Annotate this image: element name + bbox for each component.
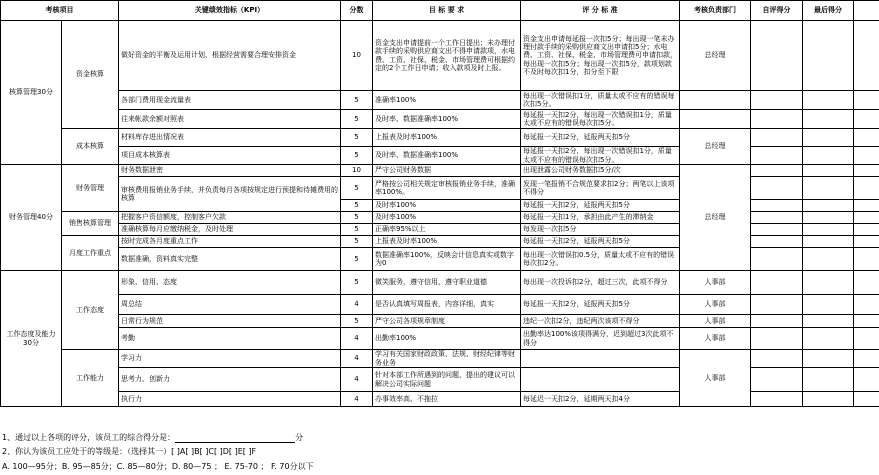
table-row bbox=[1, 21, 879, 91]
target-cell: 及时率、数据准确率100% bbox=[373, 110, 521, 129]
target-cell: 及时率100% bbox=[373, 200, 521, 212]
dept-cell bbox=[680, 110, 751, 129]
self-score-cell[interactable] bbox=[751, 271, 803, 295]
kpi-cell: 各部门费用现金流量表 bbox=[119, 91, 341, 110]
table-row bbox=[1, 110, 879, 129]
dept-cell: 总经理 bbox=[680, 21, 751, 91]
kpi-cell: 准确核算每月应缴纳税金，及时处理 bbox=[119, 224, 341, 236]
score-cell: 5 bbox=[341, 200, 373, 212]
extra-cell bbox=[854, 129, 879, 147]
self-score-cell[interactable] bbox=[751, 236, 803, 248]
kpi-cell: 数据准确，资料真实完整 bbox=[119, 248, 341, 271]
self-score-cell[interactable] bbox=[751, 147, 803, 165]
standard-cell: 违纪一次扣2分，违纪两次该项不得分 bbox=[521, 315, 680, 328]
final-score-cell[interactable] bbox=[803, 110, 854, 129]
self-score-cell[interactable] bbox=[751, 368, 803, 392]
score-cell: 5 bbox=[341, 224, 373, 236]
self-score-cell[interactable] bbox=[751, 350, 803, 368]
target-cell: 上报表及时率100% bbox=[373, 129, 521, 147]
self-score-cell[interactable] bbox=[751, 110, 803, 129]
final-score-cell[interactable] bbox=[803, 271, 854, 295]
standard-cell: 每延报一天扣2分，延报两天扣5分 bbox=[521, 236, 680, 248]
header-item: 考核项目 bbox=[1, 1, 119, 21]
dept-cell: 人事部 bbox=[680, 295, 751, 315]
score-cell: 5 bbox=[341, 248, 373, 271]
standard-cell: 每出现一次错误扣1分，质量太或不应有的错误每次扣5分。 bbox=[521, 91, 680, 110]
kpi-cell: 思考力、创新力 bbox=[119, 368, 341, 392]
score-cell: 4 bbox=[341, 328, 373, 350]
section-label: 核算管理30分 bbox=[1, 21, 62, 165]
score-cell: 5 bbox=[341, 271, 373, 295]
self-score-cell[interactable] bbox=[751, 21, 803, 91]
kpi-cell: 做好资金的平衡及运用计划，根据经营需要合理安排资金 bbox=[119, 21, 341, 91]
grade-legend-line: A. 100—95分；B. 95—85分；C. 85—80分；D. 80—75 ； E. 75-70 ； F. 70分以下 bbox=[2, 462, 314, 471]
score-cell: 4 bbox=[341, 368, 373, 392]
kpi-cell: 考勤 bbox=[119, 328, 341, 350]
total-score-suffix: 分 bbox=[295, 433, 304, 442]
kpi-cell: 审核费用报销业务手续，并负责每月各项按规定进行预提和待摊费用的核算 bbox=[119, 177, 341, 212]
self-score-cell[interactable] bbox=[751, 248, 803, 271]
section-label: 财务管理40分 bbox=[1, 165, 62, 271]
kpi-cell: 往来帐款余额对照表 bbox=[119, 110, 341, 129]
final-score-cell[interactable] bbox=[803, 236, 854, 248]
target-cell: 数据准确率100%，反映会计信息真实或数字为0 bbox=[373, 248, 521, 271]
extra-cell bbox=[854, 110, 879, 129]
target-cell: 是否认真填写周报表，内容详细，真实 bbox=[373, 295, 521, 315]
self-score-cell[interactable] bbox=[751, 392, 803, 407]
final-score-cell[interactable] bbox=[803, 165, 854, 177]
dept-cell bbox=[680, 91, 751, 110]
final-score-cell[interactable] bbox=[803, 91, 854, 110]
dept-cell: 人事部 bbox=[680, 350, 751, 407]
standard-cell: 每延报一天扣2分，每出现一次错误扣1分，质量太或不应有的错误每次扣5分。 bbox=[521, 147, 680, 165]
total-score-blank[interactable] bbox=[175, 434, 295, 443]
target-cell: 学习有关国家财政政策、法规、财经纪律等财务业务 bbox=[373, 350, 521, 368]
extra-cell bbox=[854, 147, 879, 165]
extra-cell bbox=[854, 368, 879, 392]
header-self: 自评得分 bbox=[751, 1, 803, 21]
target-cell: 针对本部工作所遇到的问题，提出的建议可以解决公司实际问题 bbox=[373, 368, 521, 392]
header-final: 最后得分 bbox=[803, 1, 854, 21]
self-score-cell[interactable] bbox=[751, 315, 803, 328]
target-cell: 正确率95%以上 bbox=[373, 224, 521, 236]
self-score-cell[interactable] bbox=[751, 328, 803, 350]
extra-cell bbox=[854, 350, 879, 368]
target-cell: 及时率100% bbox=[373, 212, 521, 224]
score-cell: 5 bbox=[341, 110, 373, 129]
table-row bbox=[1, 165, 879, 177]
extra-cell bbox=[854, 295, 879, 315]
extra-cell bbox=[854, 271, 879, 295]
subsection-label: 工作态度 bbox=[62, 271, 119, 350]
subsection-label: 财务管理 bbox=[62, 165, 119, 212]
extra-cell bbox=[854, 91, 879, 110]
target-cell: 办事效率高、不拖拉 bbox=[373, 392, 521, 407]
table-row bbox=[1, 350, 879, 368]
table-row bbox=[1, 91, 879, 110]
standard-cell: 每延报一天扣2分，延报两天扣5分 bbox=[521, 295, 680, 315]
extra-cell bbox=[854, 21, 879, 91]
subsection-label: 成本核算 bbox=[62, 129, 119, 165]
standard-cell: 每延报一天扣2分，延报两天扣5分 bbox=[521, 200, 680, 212]
dept-cell: 人事部 bbox=[680, 315, 751, 328]
standard-cell bbox=[521, 368, 680, 392]
score-cell: 10 bbox=[341, 165, 373, 177]
self-score-cell[interactable] bbox=[751, 177, 803, 200]
standard-cell: 出勤率达100%该项得满分，迟到超过3次此项不得分 bbox=[521, 328, 680, 350]
kpi-cell: 按时完成各月度重点工作 bbox=[119, 236, 341, 248]
extra-cell bbox=[854, 224, 879, 236]
extra-cell bbox=[854, 248, 879, 271]
target-cell: 准确率100% bbox=[373, 91, 521, 110]
standard-cell: 每出现一次错误扣0.5分，质量太或不应有的错误每次扣2分。 bbox=[521, 248, 680, 271]
self-score-cell[interactable] bbox=[751, 129, 803, 147]
standard-cell: 每延迟一天扣2分，延期两天扣4分 bbox=[521, 392, 680, 407]
final-score-cell[interactable] bbox=[803, 224, 854, 236]
standard-cell: 每延报一天扣2分，每出现一次错误扣1分，质量太或不应有的错误每次扣5分。 bbox=[521, 110, 680, 129]
score-cell: 5 bbox=[341, 147, 373, 165]
final-score-cell[interactable] bbox=[803, 129, 854, 147]
subsection-label: 销售核算管理 bbox=[62, 212, 119, 236]
grade-choice-line[interactable]: 2、你认为该员工应处于的等级是：（选择其一）[ ]A[ ]B[ ]C[ ]D[ ]E[ ]F bbox=[2, 447, 257, 456]
header-standard: 评 分 标 准 bbox=[521, 1, 680, 21]
final-score-cell[interactable] bbox=[803, 368, 854, 392]
standard-cell: 发现一笔报销不合规范要求扣2分；两笔以上该项不得分 bbox=[521, 177, 680, 200]
kpi-cell: 执行力 bbox=[119, 392, 341, 407]
score-cell: 5 bbox=[341, 91, 373, 110]
standard-cell: 每延报一天扣1分，承担由此产生的滞纳金 bbox=[521, 212, 680, 224]
section-label: 工作态度及能力30分 bbox=[1, 271, 62, 407]
score-cell: 5 bbox=[341, 129, 373, 147]
standard-cell bbox=[521, 350, 680, 368]
kpi-cell: 项目成本核算表 bbox=[119, 147, 341, 165]
header-kpi: 关键绩效指标（KPI） bbox=[119, 1, 341, 21]
extra-cell bbox=[854, 328, 879, 350]
header-score: 分数 bbox=[341, 1, 373, 21]
final-score-cell[interactable] bbox=[803, 315, 854, 328]
table-row bbox=[1, 315, 879, 328]
table-row bbox=[1, 328, 879, 350]
dept-cell: 人事部 bbox=[680, 328, 751, 350]
target-cell: 出勤率100% bbox=[373, 328, 521, 350]
standard-cell: 出现泄露公司财务数据扣5分/次 bbox=[521, 165, 680, 177]
final-score-cell[interactable] bbox=[803, 248, 854, 271]
extra-cell bbox=[854, 392, 879, 407]
self-score-cell[interactable] bbox=[751, 165, 803, 177]
target-cell: 上报表及时率100% bbox=[373, 236, 521, 248]
kpi-cell: 形象、信用、态度 bbox=[119, 271, 341, 295]
extra-cell bbox=[854, 177, 879, 200]
target-cell: 微笑服务，遵守信用，遵守职业道德 bbox=[373, 271, 521, 295]
extra-cell bbox=[854, 212, 879, 224]
extra-cell bbox=[854, 236, 879, 248]
header-row bbox=[1, 1, 879, 21]
final-score-cell[interactable] bbox=[803, 147, 854, 165]
subsection-label: 工作能力 bbox=[62, 350, 119, 407]
subsection-label: 资金核算 bbox=[62, 21, 119, 129]
header-dept: 考核负责部门 bbox=[680, 1, 751, 21]
extra-cell bbox=[854, 315, 879, 328]
kpi-cell: 学习力 bbox=[119, 350, 341, 368]
self-score-cell[interactable] bbox=[751, 200, 803, 212]
kpi-cell: 材料库存进出情况表 bbox=[119, 129, 341, 147]
dept-cell: 人事部 bbox=[680, 271, 751, 295]
final-score-cell[interactable] bbox=[803, 295, 854, 315]
table-row bbox=[1, 271, 879, 295]
final-score-cell[interactable] bbox=[803, 212, 854, 224]
target-cell: 及时率、数据准确率100% bbox=[373, 147, 521, 165]
self-score-cell[interactable] bbox=[751, 91, 803, 110]
header-extra bbox=[854, 1, 879, 21]
final-score-cell[interactable] bbox=[803, 328, 854, 350]
standard-cell: 每延报一天扣2分，延报两天扣5分 bbox=[521, 129, 680, 147]
score-cell: 4 bbox=[341, 350, 373, 368]
standard-cell: 每发现一次扣5分 bbox=[521, 224, 680, 236]
self-score-cell[interactable] bbox=[751, 224, 803, 236]
score-cell: 5 bbox=[341, 177, 373, 200]
target-cell: 严守公司各项规章制度 bbox=[373, 315, 521, 328]
final-score-cell[interactable] bbox=[803, 392, 854, 407]
table-row bbox=[1, 129, 879, 147]
dept-cell: 总经理 bbox=[680, 165, 751, 271]
extra-cell bbox=[854, 165, 879, 177]
score-cell: 4 bbox=[341, 392, 373, 407]
final-score-cell[interactable] bbox=[803, 177, 854, 200]
total-score-prefix: 1、通过以上各项的评分，该员工的综合得分是： bbox=[2, 433, 176, 442]
target-cell: 严格按公司相关规定审核报销业务手续，准确率100%。 bbox=[373, 177, 521, 200]
score-cell: 5 bbox=[341, 236, 373, 248]
dept-cell: 总经理 bbox=[680, 129, 751, 165]
final-score-cell[interactable] bbox=[803, 21, 854, 91]
final-score-cell[interactable] bbox=[803, 200, 854, 212]
self-score-cell[interactable] bbox=[751, 295, 803, 315]
score-cell: 4 bbox=[341, 295, 373, 315]
score-cell: 5 bbox=[341, 315, 373, 328]
final-score-cell[interactable] bbox=[803, 350, 854, 368]
subsection-label: 月度工作重点 bbox=[62, 236, 119, 271]
standard-cell: 资金支出申请每延报一次扣5分；每出现一笔未办理付款手续的采购供应商文出申请扣5分；水电费、工资、社保、税金、市场管理费可申请扣款，每出现一次扣5分；每出现一次扣5分，款项划款不及时每次扣1分，扣分至下限 bbox=[521, 21, 680, 91]
kpi-cell: 周总结 bbox=[119, 295, 341, 315]
self-score-cell[interactable] bbox=[751, 212, 803, 224]
kpi-cell: 财务数据泄密 bbox=[119, 165, 341, 177]
kpi-cell: 日常行为规范 bbox=[119, 315, 341, 328]
kpi-cell: 把握客户资信额度，控制客户欠款 bbox=[119, 212, 341, 224]
total-score-line bbox=[2, 432, 303, 443]
score-cell: 5 bbox=[341, 212, 373, 224]
standard-cell: 每出现一次投诉扣2分，超过三次，此项不得分 bbox=[521, 271, 680, 295]
extra-cell bbox=[854, 200, 879, 212]
target-cell: 资金支出申请提前一个工作日提出；未办理付款手续的采购供应商文出不得申请款项，水电费、工资、社保、税金、市场管理费可根据约定的2个工作日申请；收入款项及时上报。 bbox=[373, 21, 521, 91]
header-target: 目 标 要 求 bbox=[373, 1, 521, 21]
target-cell: 严守公司财务数据 bbox=[373, 165, 521, 177]
table-row bbox=[1, 295, 879, 315]
score-cell: 10 bbox=[341, 21, 373, 91]
